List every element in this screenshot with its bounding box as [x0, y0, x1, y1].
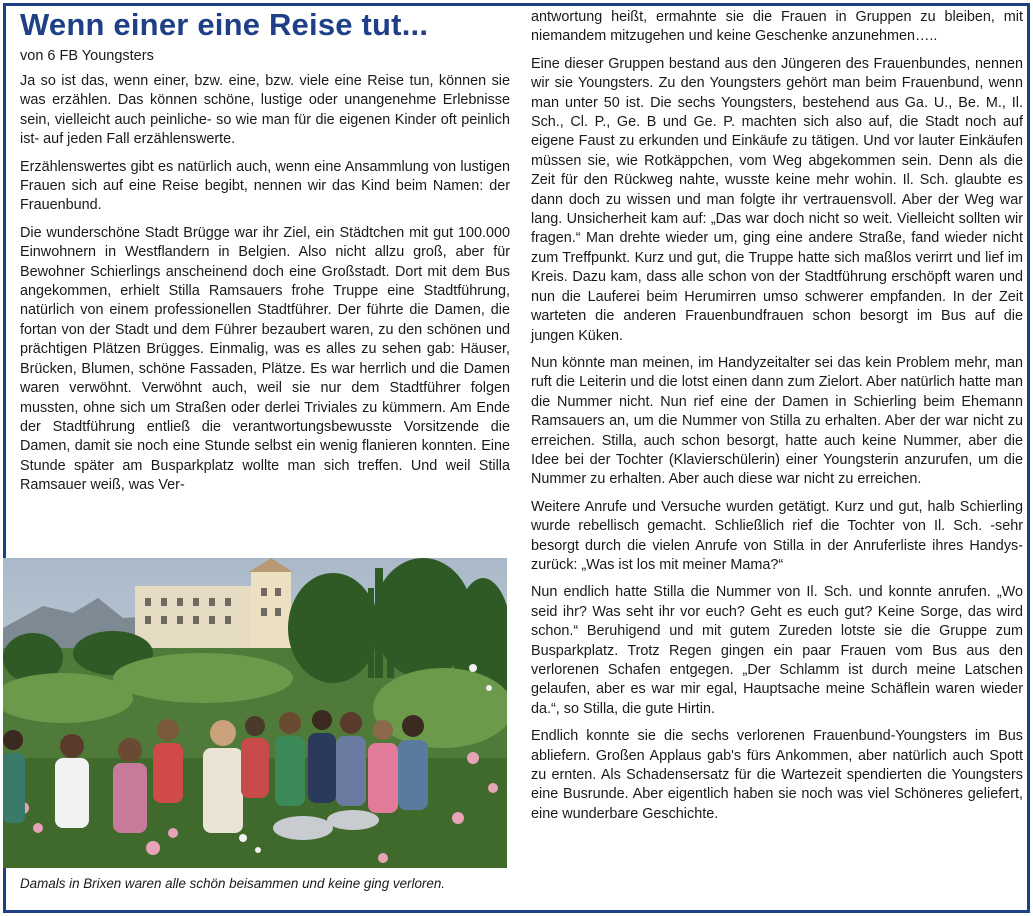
paragraph: Weitere Anrufe und Versuche wurden getätigt. Kurz und gut, halb Schierling wurde rebellisch gemacht. Schließlich rief die Tochter von Il. Sch. -sehr besorgt durch die vielen Anrufe von Stilla in der Anruferliste ihres Handys- zurück: „Was ist los mit meiner Mama?“	[531, 498, 1023, 573]
right-column	[531, 8, 1023, 832]
paragraph: Endlich konnte sie die sechs verlorenen Frauenbund-Youngsters im Bus abliefern. Großen Applaus gab's fürs Ankommen, aber natürlich auch Spott zu ernten. Als Schadensersatz für die Wartezeit spendierten die Youngsters eine Busrunde. Aber eigentlich haben sie noch was viel Schöneres geliefert, eine wunderbare Geschichte.	[531, 728, 1023, 822]
paragraph: Erzählenswertes gibt es natürlich auch, wenn eine Ansammlung von lustigen Frauen sich auf eine Reise begibt, nennen wir das Kind beim Namen: der Frauenbund.	[20, 158, 510, 214]
paragraph: Ja so ist das, wenn einer, bzw. eine, bzw. viele eine Reise tun, können sie was erzählen. Das können schöne, lustige oder unangenehme Erlebnisse sein, vielleicht auch peinliche- so wie man für die eigenen Kinder oft peinlich ist- auf jeden Fall erzählenswerte.	[20, 73, 510, 148]
article-title: Wenn einer eine Reise tut...	[20, 7, 429, 42]
left-column	[20, 8, 510, 504]
article-byline: von 6 FB Youngsters	[20, 48, 154, 64]
group-photo	[3, 558, 507, 868]
paragraph: Nun könnte man meinen, im Handyzeitalter sei das kein Problem mehr, man ruft die Leiterin und die lotst einen dann zum Zielort. Aber natürlich hatte man die Nummer nicht. Nun rief eine der Damen in Schierling beim Ehemann Ramsauers an, um die Nummer von Stilla zu erhalten. Aber der war nicht zu erreichen. Stilla, auch schon besorgt, hatte auch keine Nummer, aber die Idee bei der Tochter (Klavierschülerin) einer Youngsterin anzurufen, um die Nummer zu erhalten. Aber auch diese war nicht zu erreichen.	[531, 354, 1023, 488]
paragraph: Eine dieser Gruppen bestand aus den Jüngeren des Frauenbundes, nennen wir sie Youngsters. Zu den Youngsters gehört man beim Frauenbund, wenn man unter 50 ist. Die sechs Youngsters, bestehend aus Ga. U., Be. M., Il. Sch., Cl. P., Ge. B und Ge. P. machten sich also auf, die Stadt noch auf eigene Faust zu erkunden und Einkäufe zu tätigen. Und vor lauter Einkäufen müssen sie, wie Rotkäppchen, vom Weg abgekommen sein. Denn als die Zeit für den Rückweg nahte, wusste keine mehr wohin. Il. Sch. glaubte es dann doch zu wissen und man folgte ihr vertrauensvoll. Aber der Weg war lang. Unsicherheit kam auf: „Das war doch nicht so weit. Vielleicht sollten wir fragen.“ Man drehte wieder um, ging eine andere Straße, fand wieder nicht zum Treffpunkt. Kurz und gut, die Truppe hatte sich maßlos verirrt und lief im Kreis. Dazu kam, dass alle schon von der Stadtführung erschöpft waren und nun die Lauferei beim Herumirren umso schwerer empfanden. In der Zeit warteten die anderen Frauenbundfrauen schon besorgt im Bus auf die jungen Küken.	[531, 55, 1023, 344]
paragraph: antwortung heißt, ermahnte sie die Frauen in Gruppen zu bleiben, mit niemandem mitzugehen und keine Geschenke anzunehmen…..	[531, 9, 1023, 45]
paragraph: Die wunderschöne Stadt Brügge war ihr Ziel, ein Städtchen mit gut 100.000 Einwohnern in Westflandern in Belgien. Also nicht allzu groß, aber für Bewohner Schierlings anscheinend doch eine Großstadt. Dort mit dem Bus angekommen, erhielt Stilla Ramsauers frohe Truppe eine Stadtführung, natürlich von einem professionellen Stadtführer. Der führte die Damen, die fortan von der Stadt und dem Führer bezaubert waren, zu den schönen und prächtigen Plätzen Brügges. Einmalig, was es alles zu sehen gab: Häuser, Brücken, Blumen, schöne Fassaden, Plätze. Es war herrlich und die Damen waren verwöhnt. Verwöhnt auch, weil sie nur dem Stadtführer folgen mussten, ohne sich um Straßen oder derlei Triviales zu kümmern. Am Ende der Stadtführung entließ die verantwortungsbewusste Vorsitzende die Damen, damit sie noch eine Stunde selbst ein wenig flanieren konnten. Eine Stunde später am Busparkplatz wollte man sich treffen. Und weil Stilla Ramsauer weiß, was Ver-	[20, 224, 510, 494]
paragraph: Nun endlich hatte Stilla die Nummer von Il. Sch. und konnte anrufen. „Wo seid ihr? Was seht ihr vor euch? Geht es euch gut? Keine Sorge, das wird schon.“ Beruhigend und mit gutem Zureden lotste sie die Gruppe zum Busparkplatz. Trotz Regen gingen ein paar Frauen vom Bus aus den verlorenen Schafen entgegen. „Der Schlamm ist durch meine Latschen gelaufen, aber es war mir egal, Hauptsache meine Schäflein waren wieder da.“, so Stilla, die gute Hirtin.	[531, 584, 1023, 717]
photo-caption: Damals in Brixen waren alle schön beisammen und keine ging verloren.	[20, 876, 446, 891]
